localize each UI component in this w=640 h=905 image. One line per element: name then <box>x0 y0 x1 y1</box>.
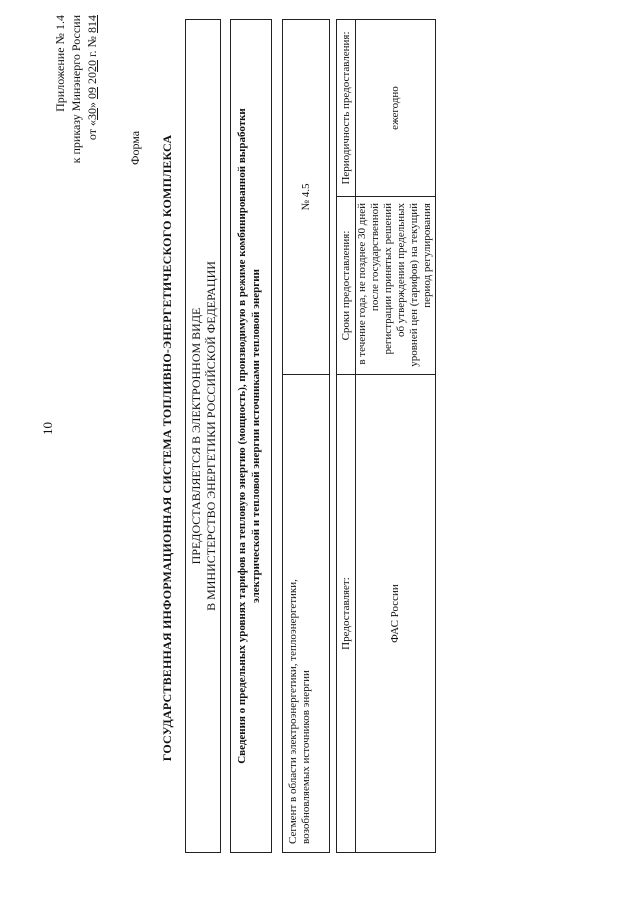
segment-line1: Сегмент в области электроэнергетики, теплоэнергетики, <box>287 579 299 844</box>
order-year: 20 <box>85 60 99 73</box>
order-day: 30 <box>85 108 99 121</box>
order-date-prefix: от « <box>85 120 99 141</box>
provider-column <box>337 374 435 852</box>
appendix-header <box>52 15 100 315</box>
deadline-column <box>337 196 435 374</box>
form-label: Форма <box>128 130 142 165</box>
segment-description <box>283 374 329 852</box>
order-number: 814 <box>85 15 99 33</box>
order-date-sep: » <box>85 99 99 109</box>
submission-box <box>185 19 221 853</box>
provider-value: ФАС России <box>388 584 401 643</box>
periodicity-value: ежегодно <box>388 86 401 130</box>
segment-number: № 4.5 <box>300 183 312 211</box>
appendix-line3 <box>84 15 100 315</box>
order-number-prefix: г. № <box>85 33 99 61</box>
document-title: ГОСУДАРСТВЕННАЯ ИНФОРМАЦИОННАЯ СИСТЕМА ТОПЛИВНО-ЭНЕРГЕТИЧЕСКОГО КОМПЛЕКСА <box>160 134 174 762</box>
submission-table <box>336 19 436 853</box>
segment-line2: возобновляемых источников энергии <box>300 670 312 844</box>
info-line2: электрической и тепловой энергии источниками тепловой энергии <box>250 269 262 603</box>
order-month: 09 <box>85 87 99 100</box>
deadline-value: в течение года, не позднее 30 дней после государственной регистрации принятых решений об утверждении предельных уровней цен (тарифов) на текущий период регулирования <box>356 203 433 367</box>
info-line1: Сведения о предельных уровнях тарифов на тепловую энергию (мощность), производимую в режиме комбинированной выработки <box>236 108 248 764</box>
submission-line2: В МИНИСТЕРСТВО ЭНЕРГЕТИКИ РОССИЙСКОЙ ФЕДЕРАЦИИ <box>204 261 218 611</box>
info-box <box>230 19 272 853</box>
periodicity-column <box>337 20 435 196</box>
page-number: 10 <box>40 422 55 435</box>
appendix-line2: к приказу Минэнерго России <box>69 15 83 164</box>
appendix-line1: Приложение № 1.4 <box>53 15 67 112</box>
segment-box <box>282 19 330 853</box>
deadline-header: Сроки предоставления: <box>337 197 356 374</box>
order-year-prefix: 20 <box>85 72 99 88</box>
submission-line1: ПРЕДОСТАВЛЯЕТСЯ В ЭЛЕКТРОННОМ ВИДЕ <box>189 307 203 565</box>
periodicity-header: Периодичность предоставления: <box>337 20 356 196</box>
provider-header: Предоставляет: <box>337 375 356 852</box>
